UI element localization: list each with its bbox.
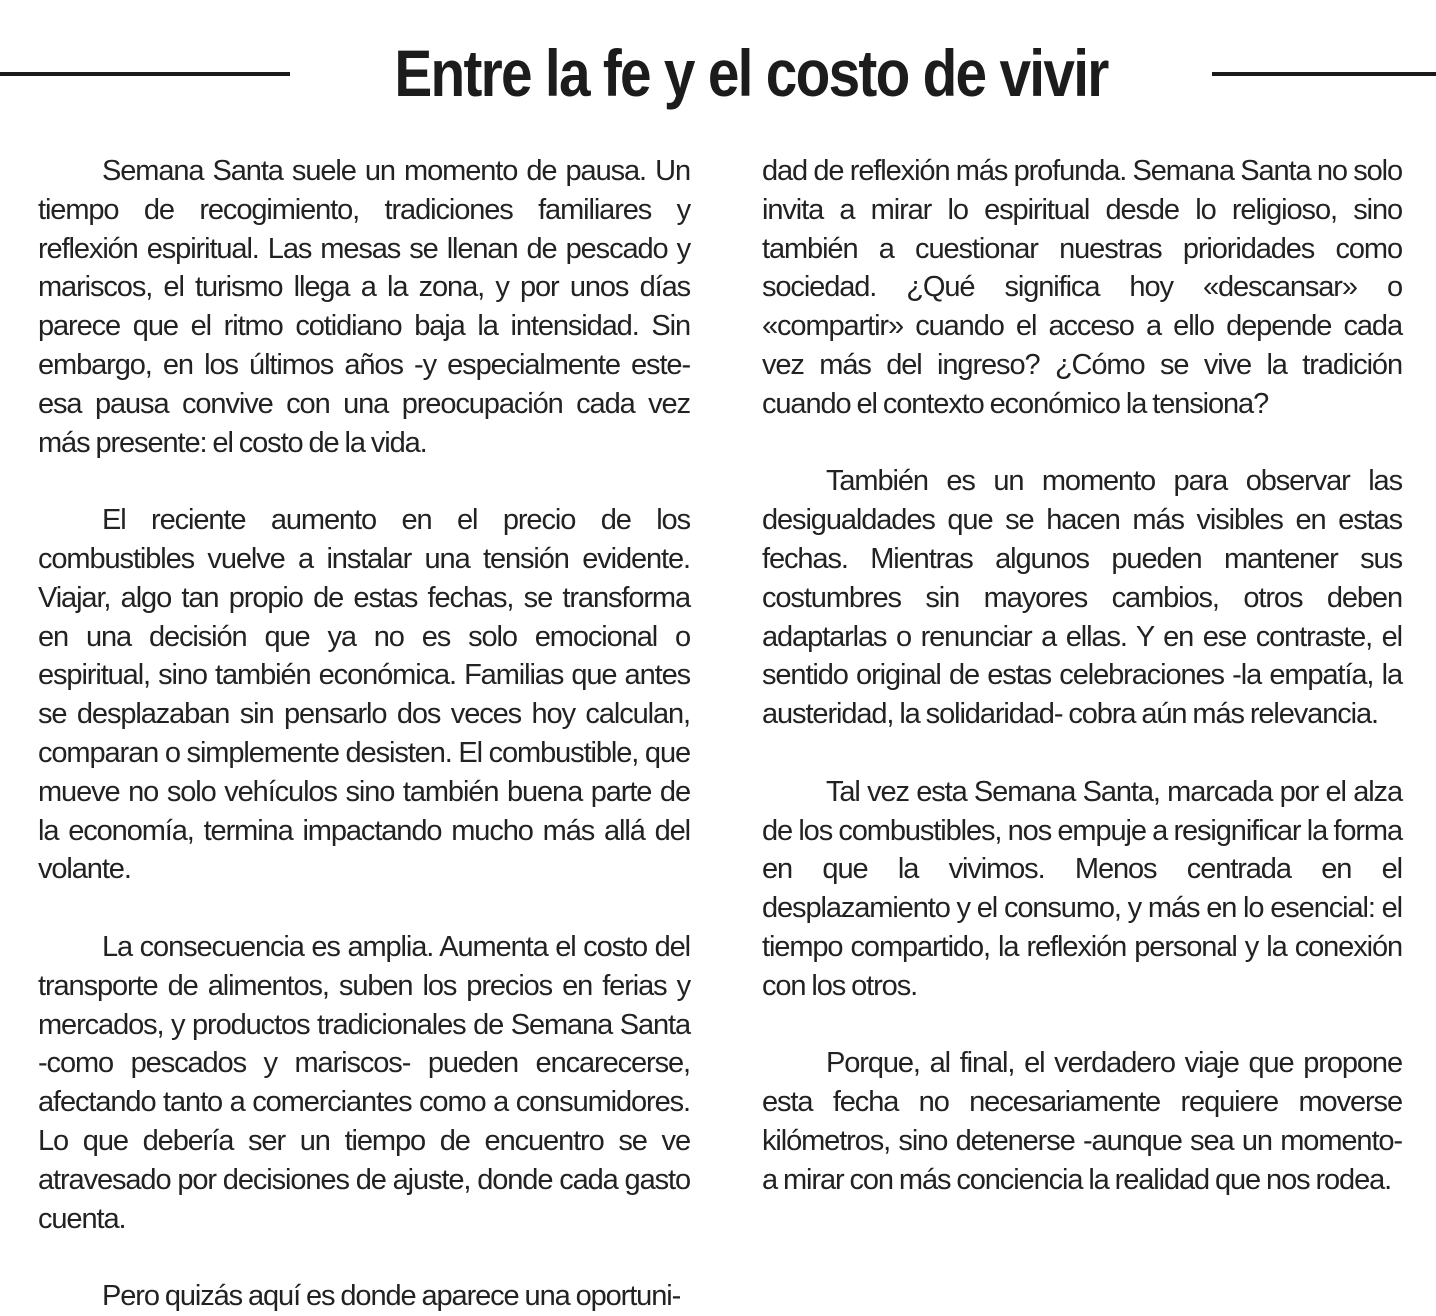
headline: Entre la fe y el costo de vivir <box>394 36 1108 110</box>
paragraph-continued: dad de reflexión más profunda. Semana Santa no solo invita a mirar lo espiritual desde lo religioso, sino también a cuestionar nuestras prioridades como sociedad. ¿Qué significa hoy «descansar» o «compartir» cuando el acceso a ello depende cada vez más del ingreso? ¿Cómo se vive la tradición cuando el contexto económico la tensiona? <box>762 155 1402 420</box>
paragraph: La consecuencia es amplia. Aumenta el costo del transporte de alimentos, suben los precios en ferias y mercados, y productos tradicionales de Semana Santa -como pescados y mariscos- pueden encarecerse, afectando tanto a comerciantes como a consumidores. Lo que debería ser un tiempo de encuentro se ve atravesado por decisiones de ajuste, donde cada gasto cuenta. <box>38 930 690 1235</box>
article-column-left <box>38 152 690 1316</box>
headline-row <box>0 28 1436 118</box>
headline-rule-right <box>1212 72 1436 76</box>
paragraph: También es un momento para observar las desigualdades que se hacen más visibles en estas fechas. Mientras algunos pueden mantener sus costumbres sin mayores cambios, otros deben adaptarlas o renunciar a ellas. Y en ese contraste, el sentido original de estas celebraciones -la empatía, la austeridad, la solidaridad- cobra aún más relevancia. <box>762 465 1402 731</box>
paragraph: Porque, al final, el verdadero viaje que propone esta fecha no necesariamente requiere moverse kilómetros, sino detenerse -aunque sea un momento- a mirar con más conciencia la realidad que nos rodea. <box>762 1047 1402 1196</box>
paragraph: Semana Santa suele un momento de pausa. Un tiempo de recogimiento, tradiciones familiares y reflexión espiritual. Las mesas se llenan de pescado y mariscos, el turismo llega a la zona, y por unos días parece que el ritmo cotidiano baja la intensidad. Sin embargo, en los últimos años -y especialmente este- esa pausa convive con una preocupación cada vez más presente: el costo de la vida. <box>38 155 690 459</box>
headline-rule-left <box>0 72 290 76</box>
paragraph: El reciente aumento en el precio de los combustibles vuelve a instalar una tensión evidente. Viajar, algo tan propio de estas fechas, se transforma en una decisión que ya no es solo emocional o espiritual, sino también económica. Familias que antes se desplazaban sin pensarlo dos veces hoy calculan, comparan o simplemente desisten. El combustible, que mueve no solo vehículos sino también buena parte de la economía, termina impactando mucho más allá del volante. <box>38 504 690 886</box>
paragraph: Tal vez esta Semana Santa, marcada por el alza de los combustibles, nos empuje a resignificar la forma en que la vivimos. Menos centrada en el desplazamiento y el consumo, y más en lo esencial: el tiempo compartido, la reflexión personal y la conexión con los otros. <box>762 775 1402 1002</box>
article-column-right <box>762 152 1402 1200</box>
paragraph: Pero quizás aquí es donde aparece una oportuni- <box>102 1280 681 1313</box>
